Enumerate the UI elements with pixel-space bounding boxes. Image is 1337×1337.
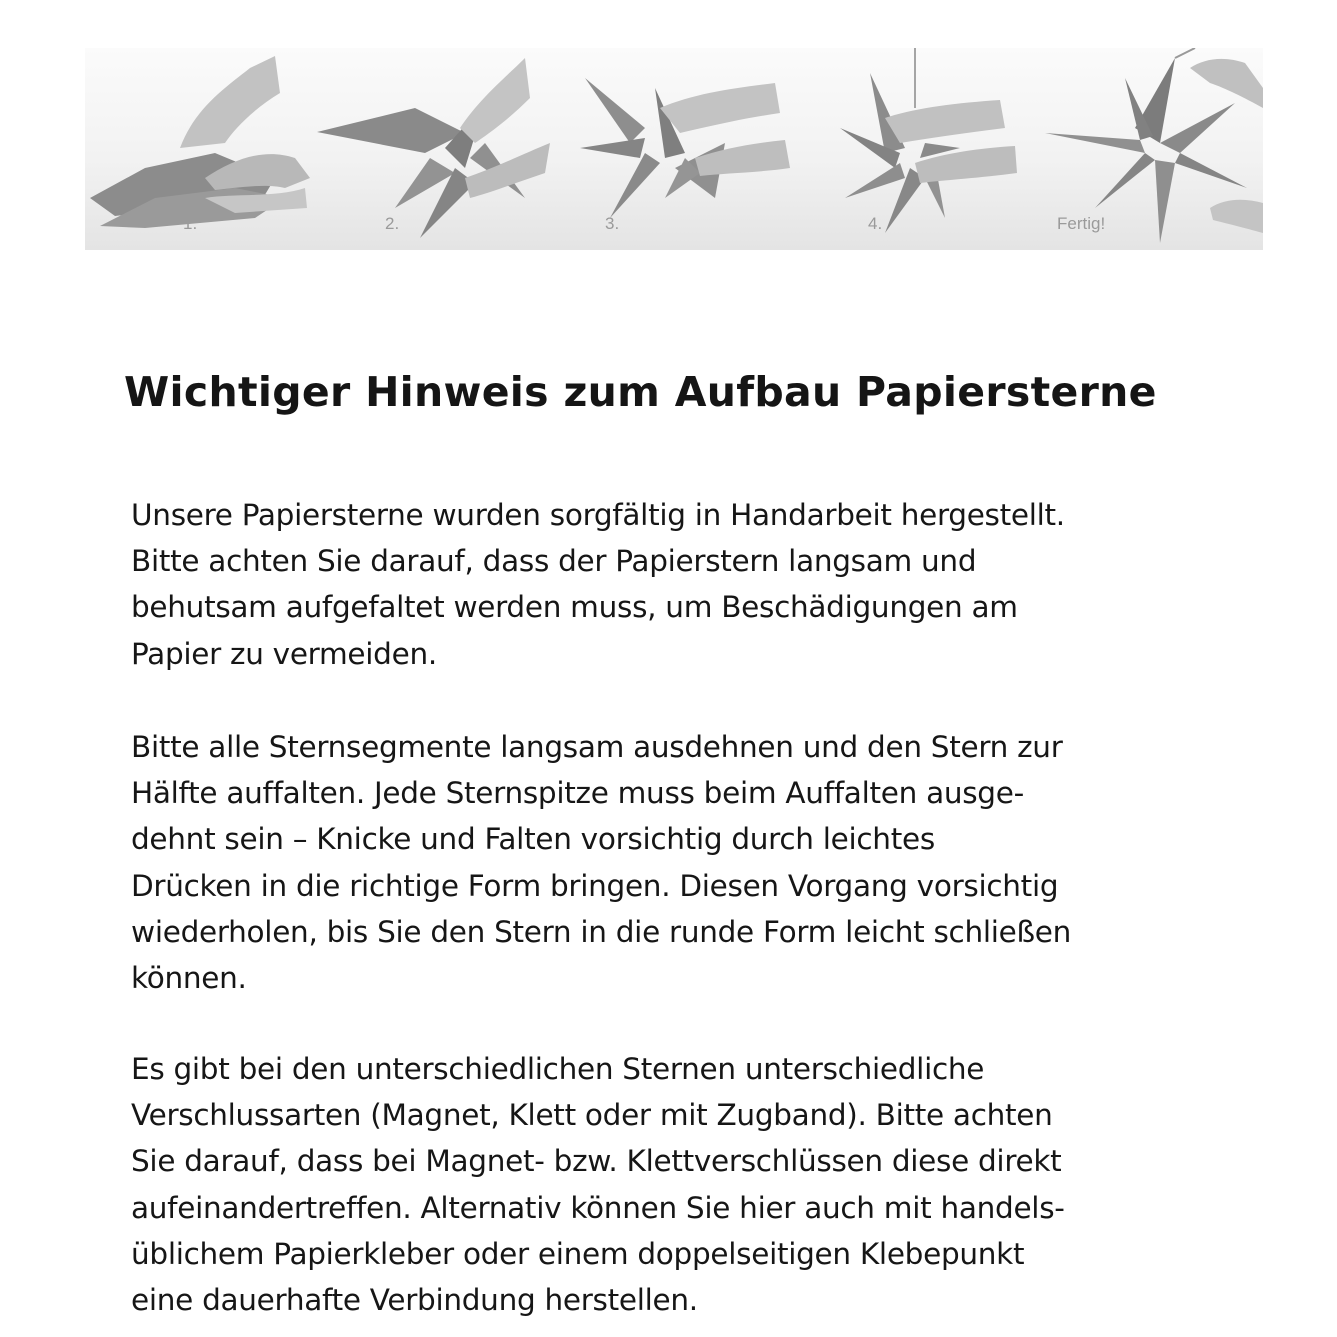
paragraph-handmade-note xyxy=(131,492,1271,677)
paragraph-line: dehnt sein – Knicke und Falten vorsichtig durch leichtes xyxy=(131,822,935,857)
step-4-image xyxy=(840,48,1017,233)
paragraph-line: Papier zu vermeiden. xyxy=(131,636,437,671)
paragraph-line: Es gibt bei den unterschiedlichen Sternen unterschiedliche xyxy=(131,1052,985,1086)
step-3-label: 3. xyxy=(605,214,620,233)
step-2-image xyxy=(317,58,550,238)
paragraph-line: Bitte achten Sie darauf, dass der Papierstern langsam und xyxy=(131,544,977,579)
step-final-label: Fertig! xyxy=(1057,214,1106,233)
paragraph-closure-types xyxy=(131,1046,1271,1323)
paragraph-line: aufeinandertreffen. Alternativ können Sie hier auch mit handels- xyxy=(131,1190,1065,1225)
step-3-image xyxy=(580,78,790,218)
paragraph-line: Bitte alle Sternsegmente langsam ausdehnen und den Stern zur xyxy=(131,730,1063,764)
step-4-label: 4. xyxy=(868,214,883,233)
step-2-label: 2. xyxy=(385,214,400,233)
paragraph-line: üblichem Papierkleber oder einem doppelseitigen Klebepunkt xyxy=(131,1236,1025,1271)
paragraph-line: eine dauerhafte Verbindung herstellen. xyxy=(131,1283,698,1318)
step-1-image xyxy=(90,56,310,228)
paragraph-line: Drücken in die richtige Form bringen. Diesen Vorgang vorsichtig xyxy=(131,868,1059,903)
step-1-label: 1. xyxy=(183,214,198,233)
paragraph-line: können. xyxy=(131,961,247,996)
page-title: Wichtiger Hinweis zum Aufbau Papiersterne xyxy=(124,368,1157,416)
paragraph-line: wiederholen, bis Sie den Stern in die runde Form leicht schließen xyxy=(131,914,1072,949)
paragraph-line: behutsam aufgefaltet werden muss, um Beschädigungen am xyxy=(131,590,1018,625)
paragraph-unfolding-instructions xyxy=(131,724,1271,1001)
paragraph-line: Sie darauf, dass bei Magnet- bzw. Klettverschlüssen diese direkt xyxy=(131,1144,1062,1179)
paragraph-line: Unsere Papiersterne wurden sorgfältig in Handarbeit hergestellt. xyxy=(131,498,1065,532)
paragraph-line: Hälfte auffalten. Jede Sternspitze muss beim Auffalten ausge- xyxy=(131,776,1024,811)
paragraph-line: Verschlussarten (Magnet, Klett oder mit Zugband). Bitte achten xyxy=(131,1098,1053,1133)
assembly-steps-banner xyxy=(85,48,1263,250)
